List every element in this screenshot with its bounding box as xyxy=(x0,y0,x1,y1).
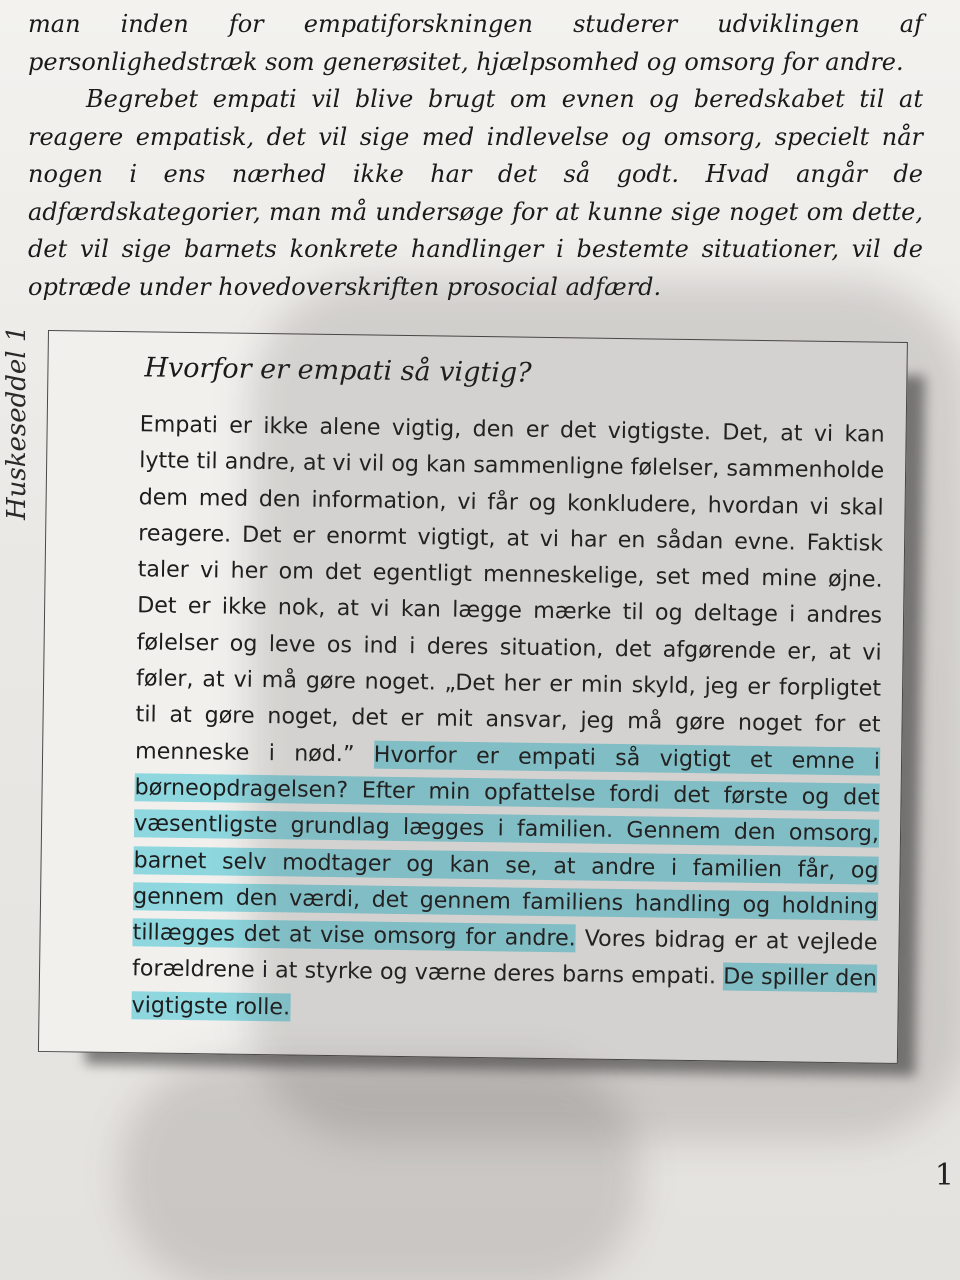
box-title: Hvorfor er empati så vigtig? xyxy=(144,352,532,389)
intro-paragraph: Begrebet empati vil blive brugt om evnen og beredskabet til at reagere empatisk, det vil sige med indlevelse og omsorg, specielt når nogen i ens nærhed ikke har det så godt. Hvad angår de adfærdskategorier, man må undersøge for at kunne sige noget om dette, det vil sige barnets konkrete handlinger i bestemte situationer, vil de optræde under hovedoverskriften prosocial adfærd. xyxy=(28,85,923,301)
body-text-2: Vores bidrag er at vejlede forældrene i at styrke og værne deres barns empati. xyxy=(131,925,878,990)
intro-top-line: man inden for empatiforskningen studerer udviklingen af personlighedstræk som generøsitet, hjælpsomhed og omsorg for andre. xyxy=(28,10,923,76)
hand-shadow-lower xyxy=(120,1060,640,1280)
sidebar-label: Huskeseddel 1 xyxy=(2,325,32,520)
body-text-1: Empati er ikke alene vigtig, den er det vigtigste. Det, at vi kan lytte til andre, at vi vil og kan sammenligne følelser, sammenholde dem med den information, vi får og konkludere, hvordan vi skal reagere. Det er enormt vigtigt, at vi har en sådan evne. Faktisk taler vi her om det egentligt menneskelige, set med mine øjne. Det er ikke nok, at vi kan lægge mærke til og deltage i andres følelser og leve os ind i deres situation, det afgørende er, at vi føler, at vi må gøre noget. „Det her er min skyld, jeg er forpligtet til at gøre noget, det er mit ansvar, jeg må gøre noget for et menneske i nød.” xyxy=(134,411,885,767)
reminder-box xyxy=(38,330,908,1064)
highlighted-text-2: De spiller den vigtigste rolle. xyxy=(131,963,878,1021)
box-body xyxy=(131,406,885,1033)
highlighted-text-1: Hvorfor er empati så vigtigt et emne i børneopdragelsen? Efter min opfattelse fordi det første og det væsentligste grundlag lægges i familien. Gennem den omsorg, barnet selv modtager og kan se, at andre i familien får, og gennem den værdi, det gennem familiens handling og holdning tillægges det at vise omsorg for andre. xyxy=(132,741,881,952)
intro-text xyxy=(28,6,923,306)
page-number: 1 xyxy=(934,1158,954,1193)
